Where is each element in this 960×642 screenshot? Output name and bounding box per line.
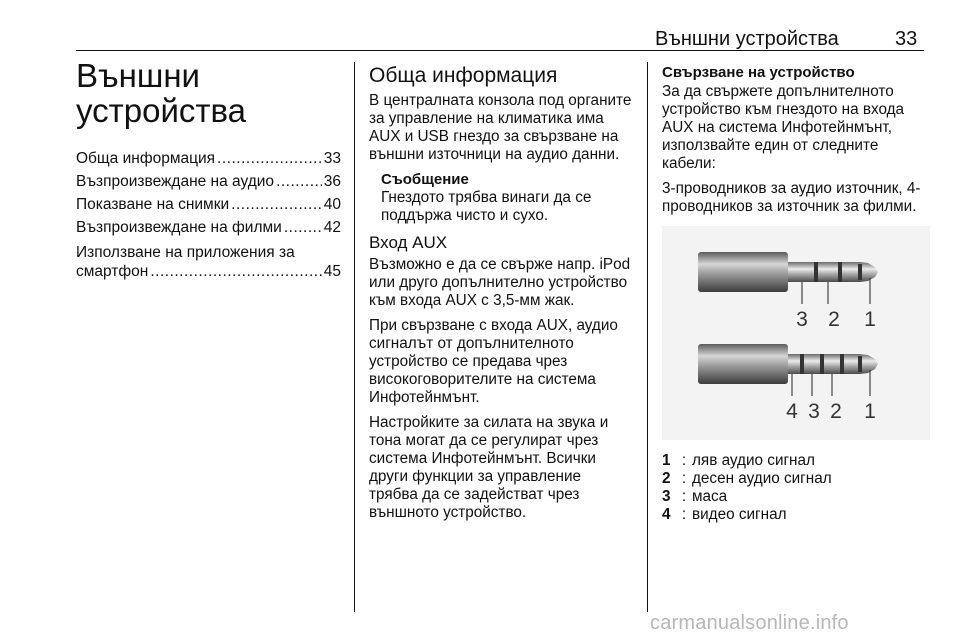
toc-page: 33 [323, 150, 341, 167]
toc-dots [217, 148, 322, 170]
toc-dots [284, 217, 322, 239]
figure-label: 1 [864, 400, 876, 423]
toc-label: Показване на снимки [76, 196, 230, 213]
toc-page: 42 [323, 219, 341, 236]
section-title-connect: Свързване на устройство [662, 64, 855, 81]
legend-separator: : [681, 470, 687, 487]
jack-plug-illustration [662, 226, 930, 440]
toc-page: 40 [323, 196, 341, 213]
watermark: carmanualsonline.info [650, 612, 849, 634]
toc-item[interactable] [76, 243, 341, 281]
aux-paragraph-1: Възможно е да се свърже напр. iPod или друго допълнително устройство към входа AUX с 3,5-мм жак. [369, 256, 631, 309]
leader-lines [792, 278, 870, 396]
legend-item [662, 506, 930, 524]
toc-label-line2: смартфон [76, 263, 149, 280]
legend-text: маса [692, 488, 728, 505]
table-of-contents [76, 148, 341, 281]
toc-dots [150, 262, 321, 281]
legend-number: 4 [662, 506, 671, 523]
legend-item [662, 452, 930, 470]
page-header-title: Външни устройства [655, 28, 839, 50]
chapter-title-line2: устройства [76, 92, 247, 129]
toc-page: 36 [323, 173, 341, 190]
legend-number: 2 [662, 470, 671, 487]
toc-item[interactable] [76, 148, 341, 170]
legend-number: 3 [662, 488, 671, 505]
legend-item [662, 488, 930, 506]
section-title-aux: Вход AUX [369, 233, 448, 252]
page-number: 33 [895, 28, 918, 50]
connect-column [662, 64, 930, 524]
jack-plug-figure [662, 226, 930, 440]
legend-text: ляв аудио сигнал [692, 452, 815, 469]
toc-page: 45 [323, 263, 341, 280]
legend-item [662, 470, 930, 488]
legend-text: видео сигнал [692, 506, 787, 523]
note-text: Гнездото трябва винаги да се поддържа чисто и сухо. [381, 189, 592, 224]
toc-label: Възпроизвеждане на филми [76, 219, 282, 236]
legend-separator: : [681, 488, 687, 505]
toc-label: Обща информация [76, 150, 216, 167]
figure-legend [662, 452, 930, 524]
toc-item[interactable] [76, 217, 341, 239]
connect-paragraph-2: 3-проводников за аудио източник, 4-проводников за източник за филми. [662, 180, 921, 215]
figure-label: 2 [830, 400, 842, 423]
toc-label: Възпроизвеждане на аудио [76, 173, 275, 190]
figure-label: 2 [828, 308, 840, 331]
general-intro-text: В централната конзола под органите за управление на климатика има AUX и USB гнездо за свързване на външни източници на аудио данни. [369, 92, 632, 163]
chapter-column [76, 58, 341, 281]
plug-3-conductor [698, 252, 878, 292]
aux-paragraph-2: При свързване с входа AUX, аудио сигналът от допълнителното устройство се предава чрез високоговорителите на система Инфотейнмънт. [369, 317, 618, 406]
figure-label: 3 [796, 308, 808, 331]
chapter-title [76, 58, 341, 128]
plug-4-conductor [698, 344, 878, 384]
header-rule [76, 50, 924, 51]
toc-item[interactable] [76, 171, 341, 193]
figure-label: 4 [786, 400, 798, 423]
general-info-column [369, 64, 634, 529]
column-divider-2 [647, 62, 648, 612]
legend-number: 1 [662, 452, 671, 469]
aux-paragraph-3: Настройките за силата на звука и тона могат да се регулират чрез система Инфотейнмънт. Всички други функции за управление трябва да се задействат чрез външното устройство. [369, 414, 609, 521]
note-box [369, 171, 634, 225]
toc-item[interactable] [76, 194, 341, 216]
column-divider-1 [354, 62, 355, 612]
toc-dots [231, 194, 322, 216]
legend-text: десен аудио сигнал [692, 470, 832, 487]
figure-label: 1 [864, 308, 876, 331]
legend-separator: : [681, 452, 687, 469]
figure-label: 3 [808, 400, 820, 423]
toc-label-line1: Използване на приложения за [76, 244, 295, 261]
chapter-title-line1: Външни [76, 57, 200, 94]
connect-paragraph-1: За да свържете допълнителното устройство към гнездото на входа AUX на система Инфотейнмънт, използвайте един от следните кабели: [662, 83, 905, 172]
section-title-general: Обща информация [369, 64, 558, 87]
toc-dots [276, 171, 322, 193]
legend-separator: : [681, 506, 687, 523]
note-title: Съобщение [381, 171, 469, 188]
